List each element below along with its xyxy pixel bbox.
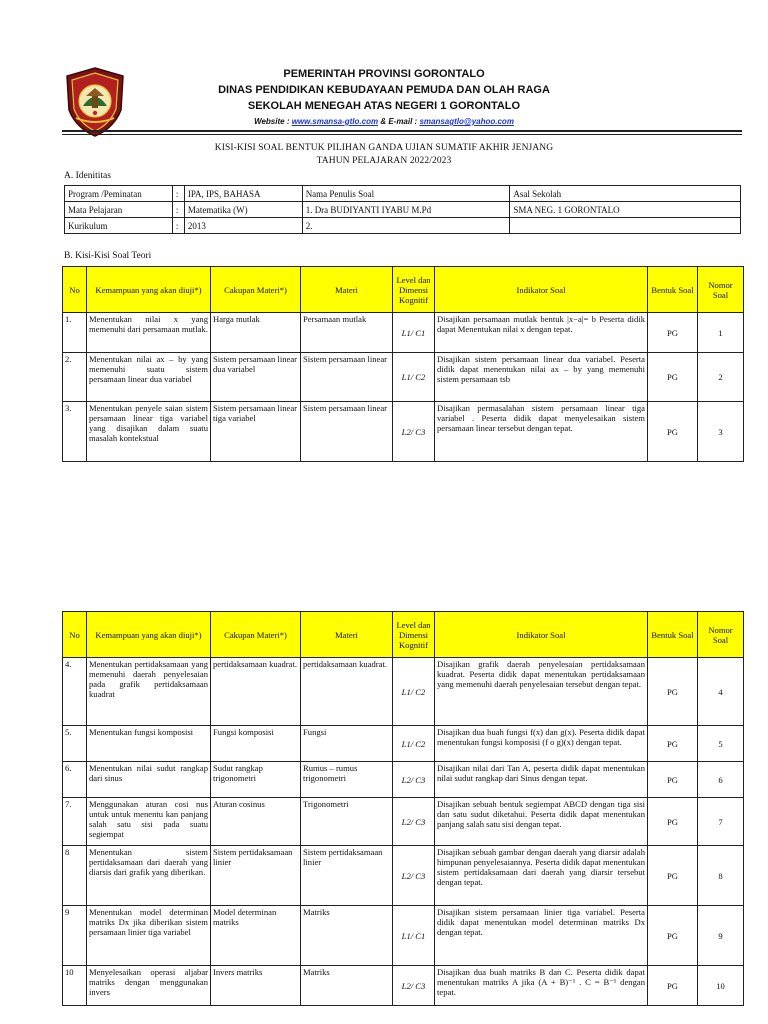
cell-materi: Fungsi: [301, 726, 393, 762]
cell-indikator: Disajikan nilai dari Tan A, peserta didik dapat menentukan nilai sudut rangkap dari Sinus dengan tepat.: [435, 762, 648, 798]
cell-kemampuan: Menentukan sistem pertidaksamaan dari daerah yang diarsis dari grafik yang diberikan.: [87, 846, 211, 906]
col-nomor: Nomor Soal: [698, 612, 744, 658]
cell-level: L2/ C3: [393, 966, 435, 1006]
identity-value-2: SMA NEG. 1 GORONTALO: [510, 202, 741, 218]
cell-no: 1.: [63, 313, 87, 353]
table-row: [63, 846, 744, 906]
identity-label-2: 2.: [302, 218, 510, 234]
col-kemampuan: Kemampuan yang akan diuji*): [87, 267, 211, 313]
cell-nomor: 3: [698, 402, 744, 462]
cell-kemampuan: Menentukan penyele saian sistem persamaan linear tiga variabel yang disajikan dalam suatu masalah kontekstual: [87, 402, 211, 462]
identity-label: Program /Peminatan: [65, 186, 173, 202]
table-row: [63, 402, 744, 462]
col-level: Level dan Dimensi Kognitif: [393, 267, 435, 313]
website-label: Website :: [254, 117, 292, 126]
col-cakupan: Cakupan Materi*): [211, 612, 301, 658]
table-row: [63, 966, 744, 1006]
cell-bentuk: PG: [648, 966, 698, 1006]
cell-no: 6.: [63, 762, 87, 798]
cell-no: 2.: [63, 353, 87, 402]
cell-no: 3.: [63, 402, 87, 462]
table-2-body: [63, 658, 744, 1006]
col-materi: Materi: [301, 267, 393, 313]
identity-value-2: Asal Sekolah: [510, 186, 741, 202]
header-line-1: PEMERINTAH PROVINSI GORONTALO: [283, 68, 485, 80]
cell-no: 5.: [63, 726, 87, 762]
identity-value: IPA, IPS, BAHASA: [184, 186, 302, 202]
document-title: KISI-KISI SOAL BENTUK PILIHAN GANDA UJIAN SUMATIF AKHIR JENJANG: [214, 143, 554, 153]
cell-materi: Persamaan mutlak: [301, 313, 393, 353]
cell-cakupan: Fungsi komposisi: [211, 726, 301, 762]
cell-bentuk: PG: [648, 906, 698, 966]
identity-row: [65, 186, 741, 202]
cell-level: L2/ C3: [393, 402, 435, 462]
table-row: [63, 798, 744, 846]
cell-no: 4.: [63, 658, 87, 726]
table-header-row: [63, 267, 744, 313]
section-a-label: A. Idenititas: [64, 171, 111, 181]
col-indikator: Indikator Soal: [435, 267, 648, 313]
identity-label-2: 1. Dra BUDIYANTI IYABU M.Pd: [302, 202, 510, 218]
cell-nomor: 4: [698, 658, 744, 726]
identity-label-2: Nama Penulis Soal: [302, 186, 510, 202]
cell-indikator: Disajikan sebuah gambar dengan daerah yang diarsir adalah himpunan penyelesaiannya. Peserta didik dapat menentukan sistem pertidaksamaan dari daerah yang diarsir tersebut dengan tepat.: [435, 846, 648, 906]
cell-materi: Matriks: [301, 966, 393, 1006]
cell-indikator: Disajikan sistem persamaan linear dua variabel. Peserta didik dapat menentukan nilai ax – by yang memenuhi sistem persamaan tsb: [435, 353, 648, 402]
cell-kemampuan: Menentukan pertidaksamaan yang memenuhi daerah penyelesaian pada grafik pertidaksamaan kuadrat: [87, 658, 211, 726]
cell-materi: Matriks: [301, 906, 393, 966]
cell-bentuk: PG: [648, 402, 698, 462]
cell-nomor: 7: [698, 798, 744, 846]
cell-kemampuan: Menentukan nilai ax – by yang memenuhi suatu sistem persamaan linear dua variabel: [87, 353, 211, 402]
col-level: Level dan Dimensi Kognitif: [393, 612, 435, 658]
cell-materi: Sistem pertidaksamaan linier: [301, 846, 393, 906]
cell-bentuk: PG: [648, 798, 698, 846]
document-subtitle: TAHUN PELAJARAN 2022/2023: [316, 156, 452, 166]
identity-table: [64, 185, 741, 234]
cell-kemampuan: Menentukan nilai sudut rangkap dari sinus: [87, 762, 211, 798]
cell-materi: Trigonometri: [301, 798, 393, 846]
cell-cakupan: pertidaksamaan kuadrat.: [211, 658, 301, 726]
cell-materi: Sistem persamaan linear: [301, 402, 393, 462]
identity-sep: :: [172, 186, 184, 202]
cell-cakupan: Invers matriks: [211, 966, 301, 1006]
cell-no: 10: [63, 966, 87, 1006]
cell-no: 7.: [63, 798, 87, 846]
col-bentuk: Bentuk Soal: [648, 267, 698, 313]
table-row: [63, 762, 744, 798]
cell-nomor: 9: [698, 906, 744, 966]
cell-kemampuan: Menyelesaikan operasi aljabar matriks dengan menggunakan invers: [87, 966, 211, 1006]
col-no: No: [63, 612, 87, 658]
cell-nomor: 1: [698, 313, 744, 353]
cell-level: L2/ C3: [393, 846, 435, 906]
table-row: [63, 906, 744, 966]
cell-bentuk: PG: [648, 846, 698, 906]
cell-indikator: Disajikan sistem persamaan linier tiga variabel. Peserta didik dapat menentukan model determinan matriks Dx dengan tepat.: [435, 906, 648, 966]
cell-level: L1/ C2: [393, 353, 435, 402]
cell-cakupan: Sistem pertidaksamaan linier: [211, 846, 301, 906]
contact-line: [0, 117, 768, 126]
identity-value: Matematika (W): [184, 202, 302, 218]
cell-cakupan: Model determinan matriks: [211, 906, 301, 966]
header-rule-thin: [62, 134, 742, 135]
cell-bentuk: PG: [648, 313, 698, 353]
cell-nomor: 6: [698, 762, 744, 798]
identity-value: 2013: [184, 218, 302, 234]
cell-kemampuan: Menentukan fungsi komposisi: [87, 726, 211, 762]
cell-cakupan: Sistem persamaan linear tiga variabel: [211, 402, 301, 462]
identity-row: [65, 202, 741, 218]
cell-bentuk: PG: [648, 353, 698, 402]
cell-cakupan: Harga mutlak: [211, 313, 301, 353]
kisi-table-2: [62, 611, 744, 1006]
col-no: No: [63, 267, 87, 313]
cell-nomor: 5: [698, 726, 744, 762]
cell-indikator: Disajikan permasalahan sistem persamaan linear tiga variabel . Peserta didik dapat menyelesaikan sistem persamaan linear tersebut dengan tepat.: [435, 402, 648, 462]
website-link[interactable]: www.smansa-gtlo.com: [291, 117, 379, 126]
table-row: [63, 726, 744, 762]
cell-level: L1/ C2: [393, 658, 435, 726]
identity-sep: :: [172, 218, 184, 234]
header-line-2: DINAS PENDIDIKAN KEBUDAYAAN PEMUDA DAN OLAH RAGA: [218, 84, 550, 96]
identity-value-2: [510, 218, 741, 234]
kisi-table-1: [62, 266, 744, 462]
email-label: & E-mail :: [378, 117, 420, 126]
cell-no: 9: [63, 906, 87, 966]
cell-cakupan: Sistem persamaan linear dua variabel: [211, 353, 301, 402]
cell-nomor: 10: [698, 966, 744, 1006]
table-1-body: [63, 313, 744, 462]
table-row: [63, 313, 744, 353]
cell-nomor: 2: [698, 353, 744, 402]
cell-indikator: Disajikan dua buah matriks B dan C. Peserta didik dapat menentukan matriks A jika (A + B)⁻¹ . C = B⁻¹ dengan tepat.: [435, 966, 648, 1006]
cell-bentuk: PG: [648, 658, 698, 726]
identity-label: Mata Pelajaran: [65, 202, 173, 218]
cell-level: L1/ C1: [393, 906, 435, 966]
col-indikator: Indikator Soal: [435, 612, 648, 658]
cell-kemampuan: Menggunakan aturan cosi nus untuk untuk menentu kan panjang salah satu sisi pada suatu segiempat: [87, 798, 211, 846]
cell-indikator: Disajikan grafik daerah penyelesaian pertidaksamaan kuadrat. Peserta didik dapat menentukan pertidaksamaan yang memenuhi daerah penyelesaian tersebut dengan tepat.: [435, 658, 648, 726]
table-row: [63, 658, 744, 726]
cell-bentuk: PG: [648, 762, 698, 798]
table-header-row: [63, 612, 744, 658]
cell-level: L1/ C2: [393, 726, 435, 762]
cell-materi: Sistem persamaan linear: [301, 353, 393, 402]
identity-label: Kurikulum: [65, 218, 173, 234]
cell-indikator: Disajikan dua buah fungsi f(x) dan g(x). Peserta didik dapat menentukan fungsi komposisi (f o g)(x) dengan tepat.: [435, 726, 648, 762]
cell-bentuk: PG: [648, 726, 698, 762]
cell-cakupan: Sudut rangkap trigonometri: [211, 762, 301, 798]
cell-kemampuan: Menentukan model determinan matriks Dx jika diberikan sistem persamaan linier tiga variabel: [87, 906, 211, 966]
cell-level: L2/ C3: [393, 798, 435, 846]
cell-kemampuan: Menentukan nilai x yang memenuhi dari persamaan mutlak.: [87, 313, 211, 353]
email-link[interactable]: smansagtlo@yahoo.com: [419, 117, 514, 126]
identity-sep: :: [172, 202, 184, 218]
cell-no: 8: [63, 846, 87, 906]
cell-materi: pertidaksamaan kuadrat.: [301, 658, 393, 726]
identity-row: [65, 218, 741, 234]
header-line-3: SEKOLAH MENEGAH ATAS NEGERI 1 GORONTALO: [247, 100, 521, 112]
cell-cakupan: Aturan cosinus: [211, 798, 301, 846]
cell-level: L2/ C3: [393, 762, 435, 798]
section-b-label: B. Kisi-Kisi Soal Teori: [64, 251, 152, 261]
cell-nomor: 8: [698, 846, 744, 906]
cell-indikator: Disajikan sebuah bentuk segiempat ABCD dengan tiga sisi dan satu sudut diketahui. Peserta didik dapat menentukan panjang salah satu sisi dengan tepat.: [435, 798, 648, 846]
cell-level: L1/ C1: [393, 313, 435, 353]
header-rule: [62, 130, 742, 132]
cell-indikator: Disajikan persamaan mutlak bentuk |x−a|= b Peserta didik dapat Menentukan nilai x dengan tepat.: [435, 313, 648, 353]
cell-materi: Rumus – rumus trigonometri: [301, 762, 393, 798]
table-row: [63, 353, 744, 402]
col-cakupan: Cakupan Materi*): [211, 267, 301, 313]
col-kemampuan: Kemampuan yang akan diuji*): [87, 612, 211, 658]
col-materi: Materi: [301, 612, 393, 658]
col-bentuk: Bentuk Soal: [648, 612, 698, 658]
col-nomor: Nomor Soal: [698, 267, 744, 313]
